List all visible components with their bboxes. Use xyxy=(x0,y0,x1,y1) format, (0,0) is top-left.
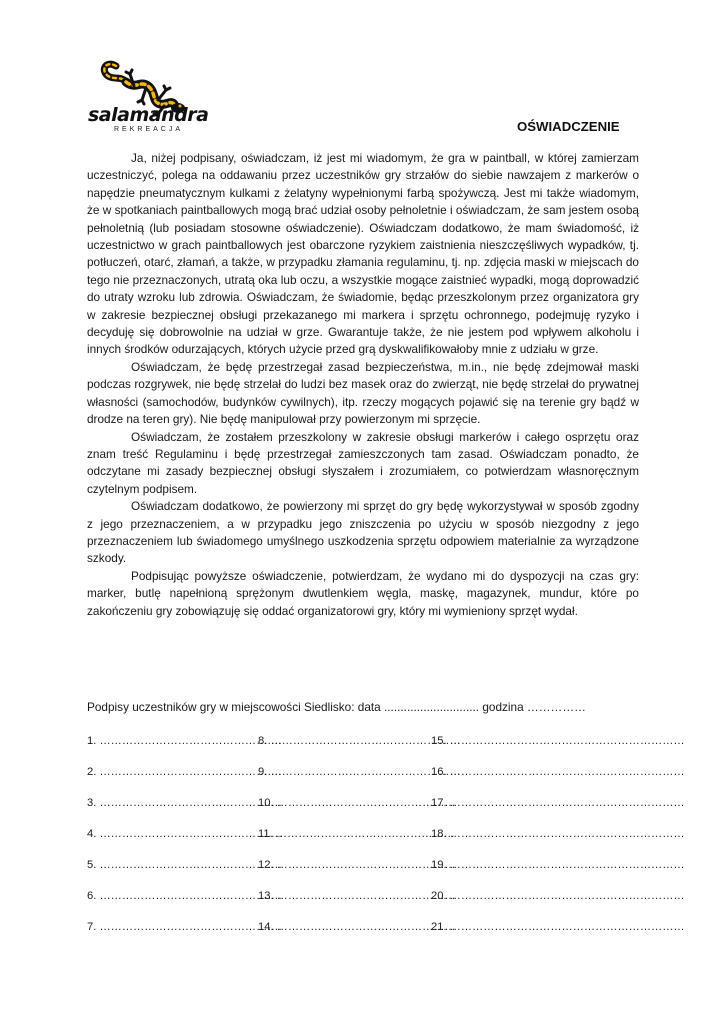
signature-slot: 9. …………………………………………… xyxy=(258,766,461,778)
signature-slot: 17. ……………………………………………………… xyxy=(431,797,685,809)
signature-slot: 5. …………………………………………. xyxy=(87,859,282,871)
signature-row xyxy=(87,733,685,764)
paragraph: Oświadczam dodatkowo, że powierzony mi sprzęt do gry będę wykorzystywał w sposób zgodny z jego przeznaczeniem, a w przypadku jego zniszczenia po użyciu w sposób niezgodny z jego przeznaczeniem lub świadomego umyślnego uszkodzenia sprzętu odpowiem materialnie za wyrządzone szkody. xyxy=(87,499,639,566)
signature-row xyxy=(87,857,685,888)
signature-slot: 20. ……………………………………………………… xyxy=(431,890,685,902)
signature-slot: 2. …………………………………………. xyxy=(87,766,282,778)
signature-slot: 11. ………………………………………… xyxy=(258,828,455,840)
signature-slot: 8. …………………………………………… xyxy=(258,735,461,747)
signature-slot: 18. ……………………………………………………… xyxy=(431,828,685,840)
signature-slot: 21. ……………………………………………………… xyxy=(431,921,685,933)
signature-slot: 12. ………………………………………… xyxy=(258,859,456,871)
signature-slot: 16. ……………………………………………………… xyxy=(431,766,685,778)
signature-row xyxy=(87,764,685,795)
signature-row xyxy=(87,919,685,950)
signature-row xyxy=(87,888,685,919)
paragraph: Oświadczam, że będę przestrzegał zasad bezpieczeństwa, m.in., nie będę zdejmował maski podczas rozgrywek, nie będę strzelał do ludzi bez masek oraz do zwierząt, nie będę strzelał do prywatnej własności (samochodów, budynków cywilnych), itp. rzeczy mogących pojawić się na terenie gry bądź w drodze na teren gry). Nie będę manipulował przy powierzonym mi sprzęcie. xyxy=(87,359,639,427)
page-title: OŚWIADCZENIE xyxy=(517,119,620,134)
logo-wordmark: salamandra xyxy=(88,104,209,126)
signature-slot: 14. ………………………………………… xyxy=(258,921,456,933)
signature-slot: 13. ………………………………………… xyxy=(258,890,456,902)
signature-slot: 7. …………………………………………. xyxy=(87,921,282,933)
signature-place-date-line: Podpisy uczestników gry w miejscowości Siedlisko: data ............................. godzina …………… xyxy=(87,700,586,714)
paragraph: Ja, niżej podpisany, oświadczam, iż jest mi wiadomym, że gra w paintball, w której zamierzam uczestniczyć, polega na oddawaniu przez uczestników gry strzałów do siebie nawzajem z markerów o napędzie pneumatycznym kulkami z żelatyny wypełnionymi farbą spożywczą. Jest mi także wiadomym, że w spotkaniach paintballowych mogą brać udział osoby pełnoletnie i oświadczam, że sam jestem osobą pełnoletnią (lub posiadam stosowne oświadczenie). Oświadczam dodatkowo, że mam świadomość, iż uczestnictwo w grach paintballowych jest obarczone ryzykiem zaistnienia nieszczęśliwych wypadków, tj. potłuczeń, otarć, złamań, a także, w przypadku złamania regulaminu, tj. np. zdjęcia maski w miejscach do tego nie przeznaczonych, utratą oka lub oczu, a wszystkie mogące zaistnieć wypadki, mogą doprowadzić do utraty wzroku lub zdrowia. Oświadczam, że świadomie, będąc przeszkolonym przez organizatora gry w zakresie bezpiecznej obsługi przekazanego mi markera i sprzętu ochronnego, podejmuję ryzyko i decyduję się dobrowolnie na udział w grze. Gwarantuje także, że nie jestem pod wpływem alkoholu i innych środków odurzających, których użycie przed grą dyskwalifikowałoby mnie z udziału w grze. xyxy=(87,151,639,357)
signature-slot: 15. ……………………………………………………… xyxy=(431,735,685,747)
signature-slot: 3. …………………………………………. xyxy=(87,797,282,809)
logo-tagline: REKREACJA xyxy=(114,126,184,133)
declaration-body xyxy=(87,150,639,620)
signature-slot: 4. …………………………………………. xyxy=(87,828,282,840)
paragraph: Oświadczam, że zostałem przeszkolony w zakresie obsługi markerów i całego osprzętu oraz znam treść Regulaminu i będę przestrzegał zamieszczonych tam zasad. Oświadczam ponadto, że odczytane mi zasady bezpiecznej obsługi słyszałem i zrozumiałem, co potwierdzam własnoręcznym czytelnym podpisem. xyxy=(87,429,639,496)
signature-grid xyxy=(87,733,685,950)
signature-row xyxy=(87,826,685,857)
signature-slot: 19. ……………………………………………………… xyxy=(431,859,685,871)
signature-slot: 10. ………………………………………… xyxy=(258,797,456,809)
signature-slot: 1. …………………………………………. xyxy=(87,735,282,747)
signature-slot: 6. …………………………………………. xyxy=(87,890,282,902)
paragraph: Podpisując powyższe oświadczenie, potwierdzam, że wydano mi do dyspozycji na czas gry: marker, butlę napełnioną sprężonym dwutlenkiem węgla, maskę, magazynek, mundur, które po zakończeniu gry zobowiązuję się oddać organizatorowi gry, który mi wymieniony sprzęt wydał. xyxy=(87,568,639,618)
signature-row xyxy=(87,795,685,826)
